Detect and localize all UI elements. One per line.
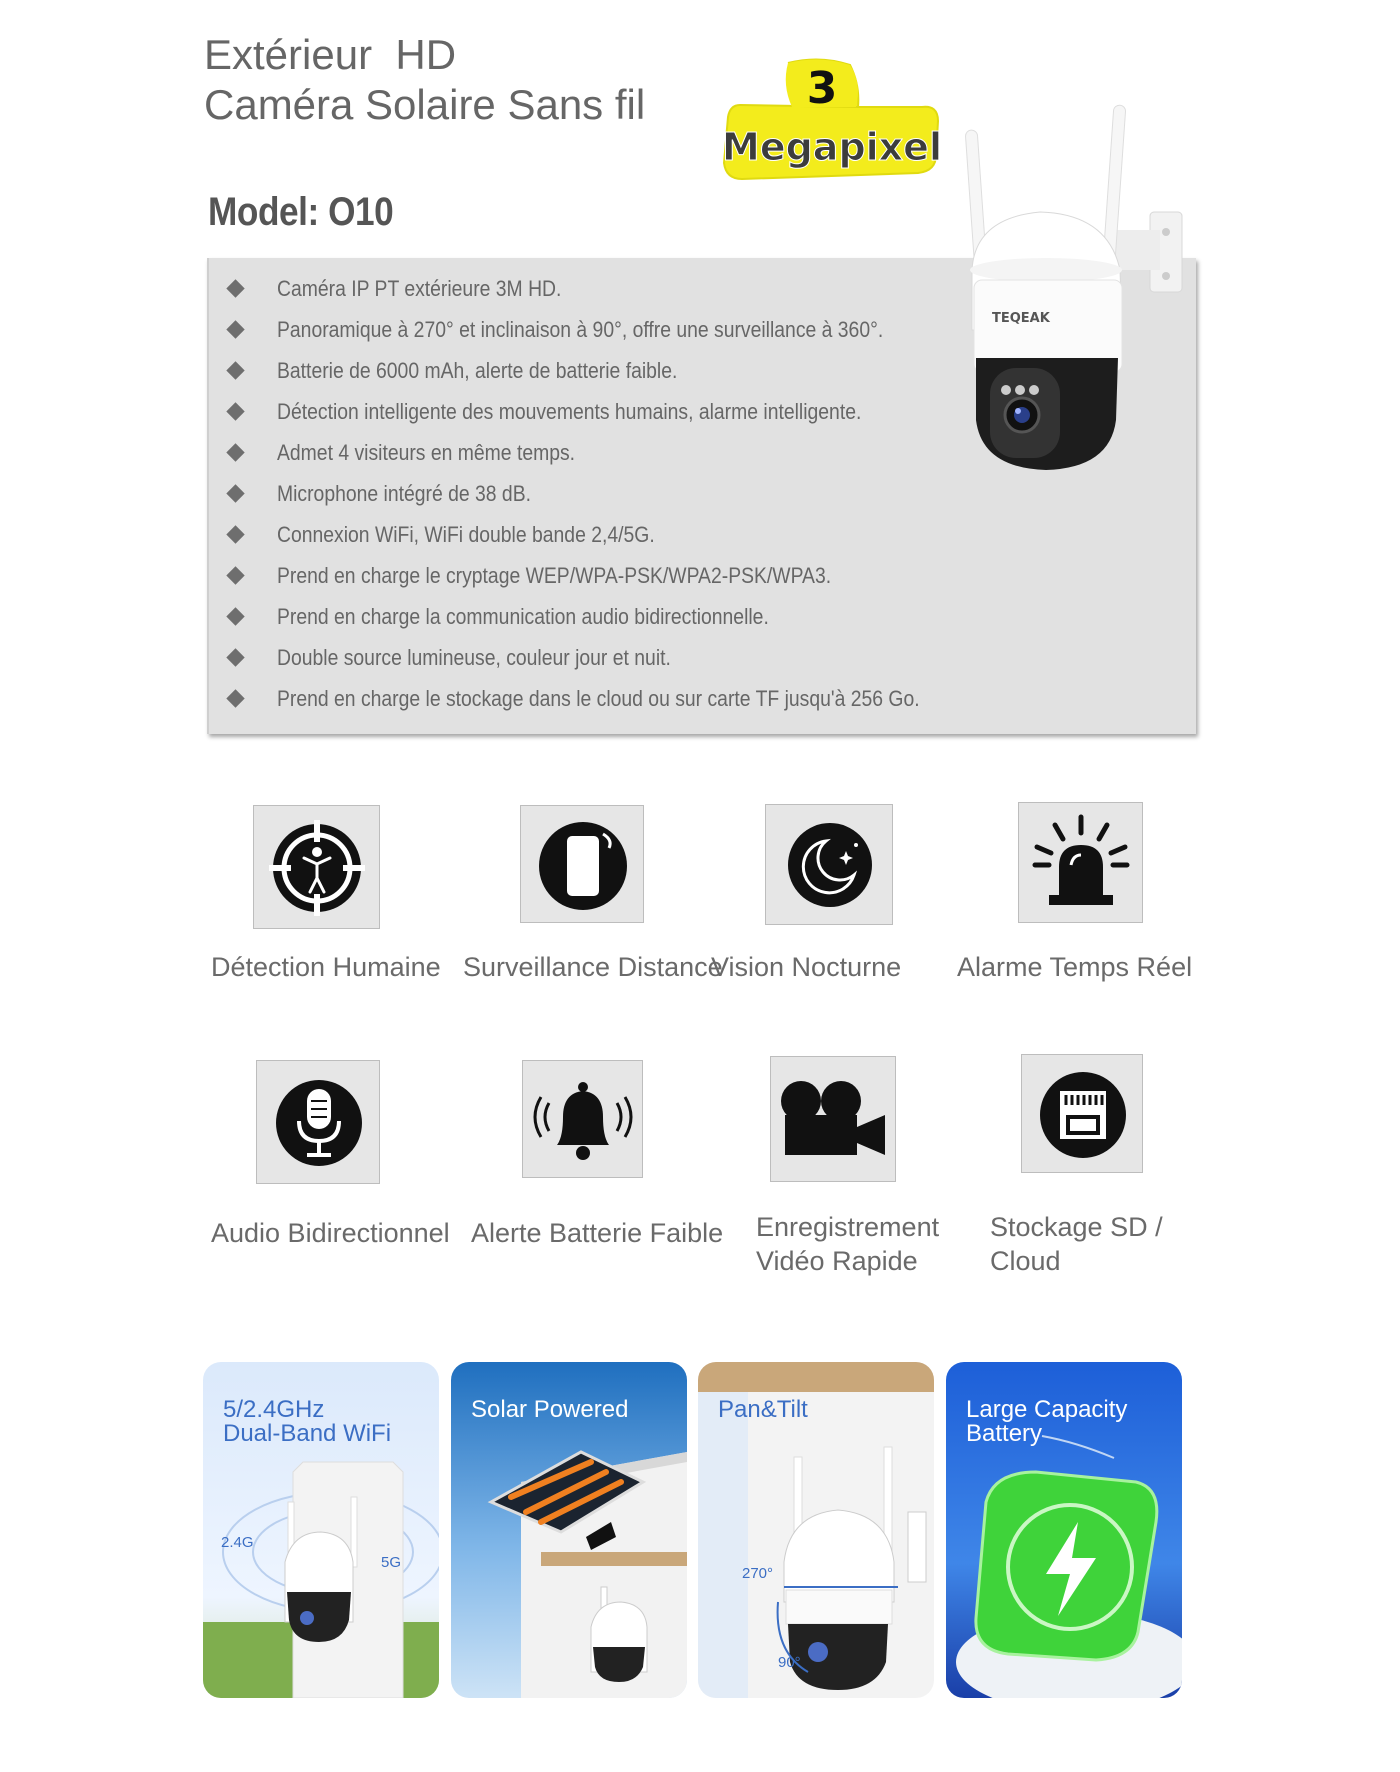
title-line-1: Extérieur HD bbox=[204, 31, 457, 78]
bell-icon bbox=[523, 1061, 644, 1179]
spec-list bbox=[209, 268, 1007, 719]
diamond-bullet-icon bbox=[226, 361, 244, 379]
spec-item: Batterie de 6000 mAh, alerte de batterie faible. bbox=[209, 350, 1007, 391]
feature-label: Détection Humaine bbox=[211, 952, 441, 982]
title-line-2: Caméra Solaire Sans fil bbox=[204, 81, 646, 128]
diamond-bullet-icon bbox=[226, 279, 244, 297]
two-way-audio-tile bbox=[256, 1060, 380, 1184]
spec-item: Détection intelligente des mouvements humains, alarme intelligente. bbox=[209, 391, 1007, 432]
camera-brand-text: TEQEAK bbox=[992, 311, 1050, 326]
megapixel-badge bbox=[710, 55, 950, 185]
night-vision-tile bbox=[765, 804, 893, 925]
feature-label: Alerte Batterie Faible bbox=[471, 1218, 724, 1248]
feature-label: Surveillance Distance bbox=[463, 952, 723, 982]
solar-powered-panel bbox=[451, 1362, 687, 1698]
remote-surveillance-tile bbox=[520, 805, 644, 923]
diamond-bullet-icon bbox=[226, 402, 244, 420]
smartphone-icon bbox=[521, 806, 645, 924]
human-detection-tile bbox=[253, 805, 380, 929]
spec-item: Connexion WiFi, WiFi double bande 2,4/5G. bbox=[209, 514, 1007, 555]
diamond-bullet-icon bbox=[226, 320, 244, 338]
spec-item: Double source lumineuse, couleur jour et nuit. bbox=[209, 637, 1007, 678]
diamond-bullet-icon bbox=[226, 607, 244, 625]
feature-label: Enregistrement Vidéo Rapide bbox=[756, 1212, 940, 1276]
moon-icon bbox=[766, 805, 894, 926]
panel-title: Pan&Tilt bbox=[718, 1396, 808, 1423]
spec-item: Prend en charge la communication audio bidirectionnelle. bbox=[209, 596, 1007, 637]
model-label: Model: O10 bbox=[208, 190, 394, 234]
feature-label: Vision Nocturne bbox=[711, 952, 902, 982]
diamond-bullet-icon bbox=[226, 648, 244, 666]
spec-item: Caméra IP PT extérieure 3M HD. bbox=[209, 268, 1007, 309]
diamond-bullet-icon bbox=[226, 525, 244, 543]
badge-number: 3 bbox=[806, 63, 838, 114]
diamond-bullet-icon bbox=[226, 484, 244, 502]
pan-tilt-panel bbox=[698, 1362, 934, 1698]
spec-item: Panoramique à 270° et inclinaison à 90°, offre une surveillance à 360°. bbox=[209, 309, 1007, 350]
spec-item: Admet 4 visiteurs en même temps. bbox=[209, 432, 1007, 473]
spec-item: Microphone intégré de 38 dB. bbox=[209, 473, 1007, 514]
panel-title: Large Capacity Battery bbox=[966, 1396, 1128, 1447]
video-camera-icon bbox=[771, 1057, 897, 1183]
sd-cloud-storage-tile bbox=[1021, 1054, 1143, 1173]
low-battery-alert-tile bbox=[522, 1060, 643, 1178]
panel-label: 2.4G bbox=[221, 1534, 254, 1551]
diamond-bullet-icon bbox=[226, 443, 244, 461]
diamond-bullet-icon bbox=[226, 566, 244, 584]
panel-label: 90° bbox=[778, 1654, 801, 1671]
panel-label: 270° bbox=[742, 1565, 774, 1582]
realtime-alarm-tile bbox=[1018, 802, 1143, 923]
spec-item: Prend en charge le cryptage WEP/WPA-PSK/WPA2-PSK/WPA3. bbox=[209, 555, 1007, 596]
siren-icon bbox=[1019, 803, 1144, 924]
human-detection-icon bbox=[254, 806, 381, 930]
microphone-icon bbox=[257, 1061, 381, 1185]
sd-card-icon bbox=[1022, 1055, 1144, 1174]
panel-label: 5G bbox=[381, 1554, 402, 1571]
feature-label: Alarme Temps Réel bbox=[957, 952, 1193, 982]
large-capacity-battery-panel bbox=[946, 1362, 1182, 1698]
feature-label: Stockage SD / Cloud bbox=[990, 1212, 1163, 1276]
feature-label: Audio Bidirectionnel bbox=[211, 1218, 450, 1248]
badge-word: Megapixel bbox=[722, 125, 942, 169]
camera-product-image bbox=[960, 100, 1190, 480]
spec-item: Prend en charge le stockage dans le cloud ou sur carte TF jusqu'à 256 Go. bbox=[209, 678, 1007, 719]
dual-band-wifi-panel bbox=[203, 1362, 439, 1698]
diamond-bullet-icon bbox=[226, 689, 244, 707]
panel-title: Solar Powered bbox=[471, 1396, 629, 1423]
fast-video-recording-tile bbox=[770, 1056, 896, 1182]
panel-title: 5/2.4GHz Dual-Band WiFi bbox=[223, 1396, 392, 1447]
